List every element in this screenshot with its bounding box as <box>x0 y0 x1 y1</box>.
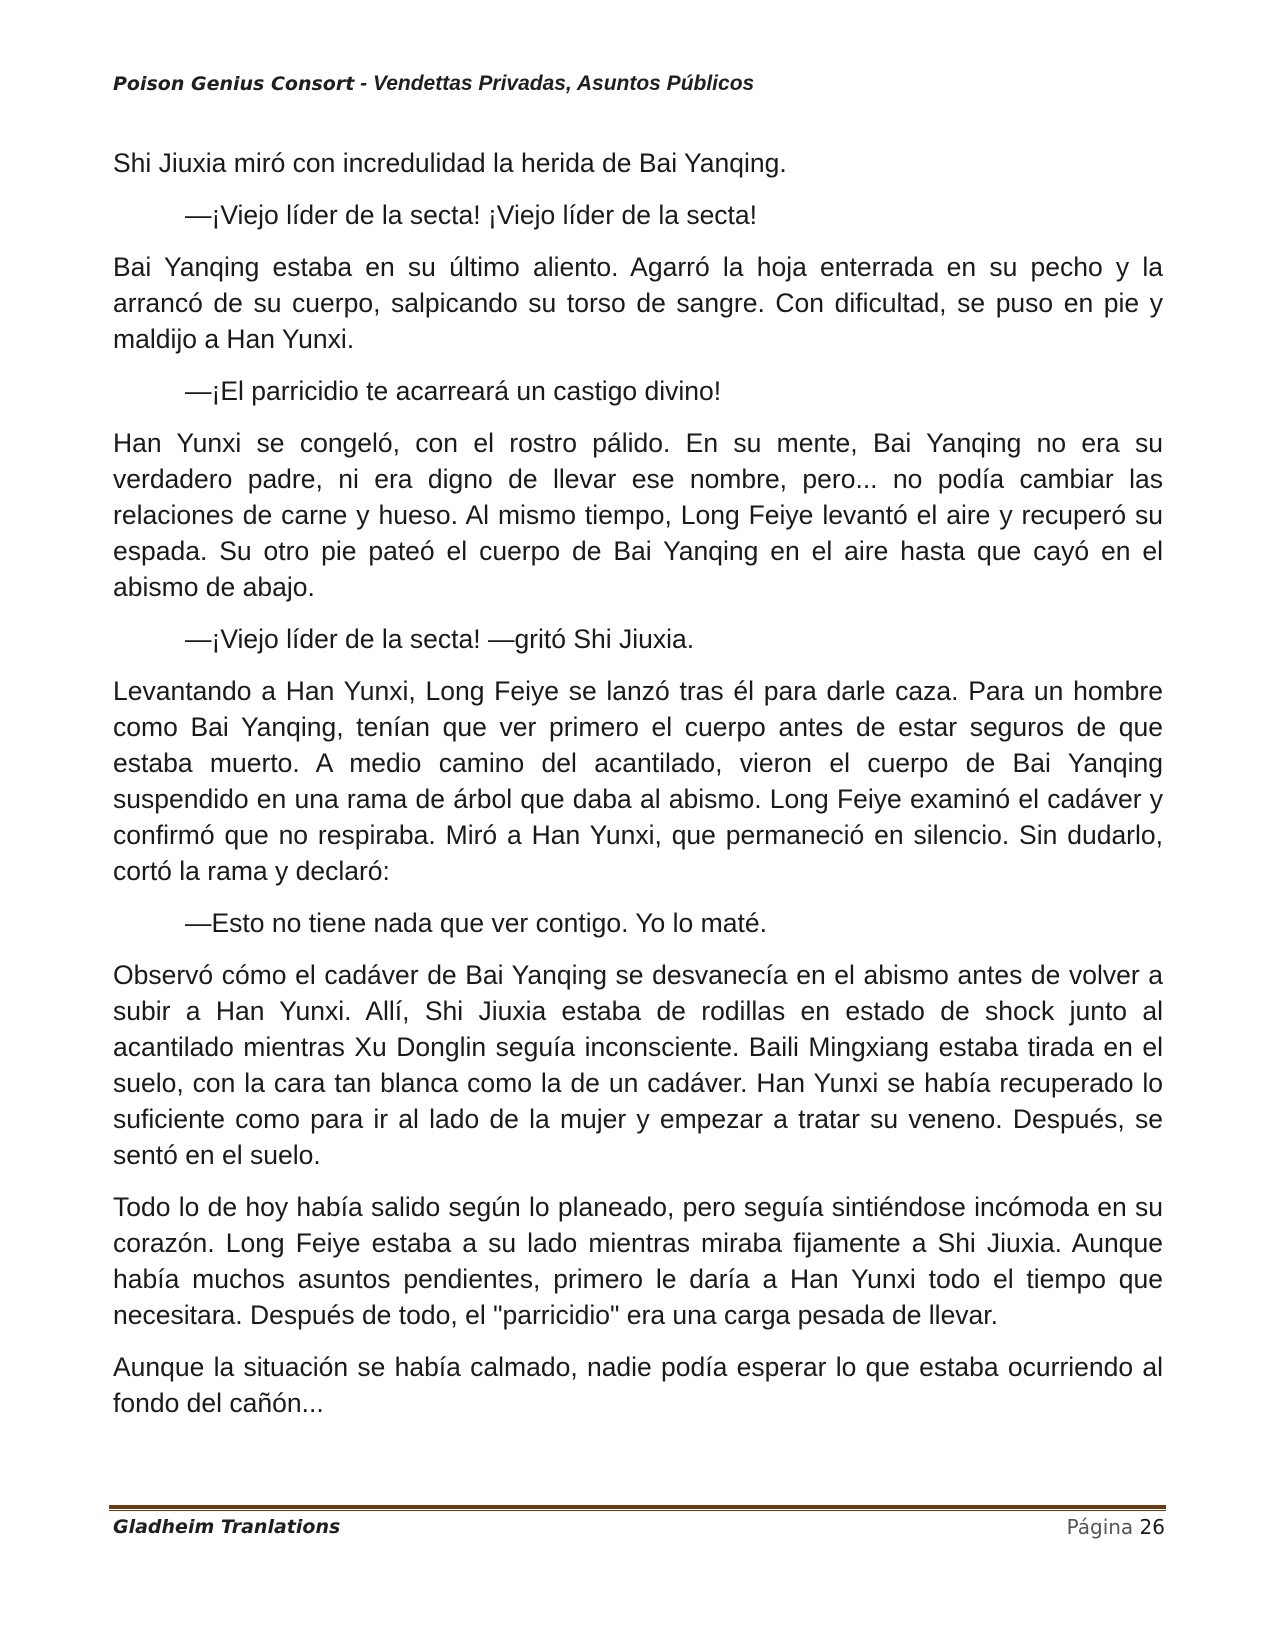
book-title: Poison Genius Consort <box>113 73 355 95</box>
footer-divider <box>109 1505 1166 1511</box>
paragraph: —¡Viejo líder de la secta! ¡Viejo líder de la secta! <box>185 200 758 230</box>
footer-divider-thin <box>109 1510 1166 1511</box>
paragraph: Shi Jiuxia miró con incredulidad la herida de Bai Yanqing. <box>113 148 787 178</box>
page-number: 26 <box>1139 1515 1165 1539</box>
page-label: Página <box>1066 1515 1134 1539</box>
running-header <box>113 72 754 96</box>
body-text <box>113 145 1163 1437</box>
translator-credit: Gladheim Tranlations <box>113 1516 341 1538</box>
paragraph: Observó cómo el cadáver de Bai Yanqing se desvanecía en el abismo antes de volver a subir a Han Yunxi. Allí, Shi Jiuxia estaba de rodillas en estado de shock junto al acantilado mientras Xu Donglin seguía inconsciente. Baili Mingxiang estaba tirada en el suelo, con la cara tan blanca como la de un cadáver. Han Yunxi se había recuperado lo suficiente como para ir al lado de la mujer y empezar a tratar su veneno. Después, se sentó en el suelo. <box>113 960 1163 1170</box>
paragraph: Bai Yanqing estaba en su último aliento. Agarró la hoja enterrada en su pecho y la arrancó de su cuerpo, salpicando su torso de sangre. Con dificultad, se puso en pie y maldijo a Han Yunxi. <box>113 252 1163 354</box>
paragraph: Todo lo de hoy había salido según lo planeado, pero seguía sintiéndose incómoda en su corazón. Long Feiye estaba a su lado mientras miraba fijamente a Shi Jiuxia. Aunque había muchos asuntos pendientes, primero le daría a Han Yunxi todo el tiempo que necesitara. Después de todo, el "parricidio" era una carga pesada de llevar. <box>113 1192 1163 1330</box>
paragraph: Aunque la situación se había calmado, nadie podía esperar lo que estaba ocurriendo al fondo del cañón... <box>113 1352 1163 1418</box>
paragraph: Levantando a Han Yunxi, Long Feiye se lanzó tras él para darle caza. Para un hombre como Bai Yanqing, tenían que ver primero el cuerpo antes de estar seguros de que estaba muerto. A medio camino del acantilado, vieron el cuerpo de Bai Yanqing suspendido en una rama de árbol que daba al abismo. Long Feiye examinó el cadáver y confirmó que no respiraba. Miró a Han Yunxi, que permaneció en silencio. Sin dudarlo, cortó la rama y declaró: <box>113 676 1163 886</box>
page-indicator <box>1067 1515 1165 1539</box>
paragraph: —¡Viejo líder de la secta! —gritó Shi Jiuxia. <box>185 624 695 654</box>
header-separator: - <box>354 72 373 95</box>
chapter-title: Vendettas Privadas, Asuntos Públicos <box>372 72 755 95</box>
paragraph: Han Yunxi se congeló, con el rostro pálido. En su mente, Bai Yanqing no era su verdadero padre, ni era digno de llevar ese nombre, pero... no podía cambiar las relaciones de carne y hueso. Al mismo tiempo, Long Feiye levantó el aire y recuperó su espada. Su otro pie pateó el cuerpo de Bai Yanqing en el aire hasta que cayó en el abismo de abajo. <box>113 428 1163 602</box>
paragraph: —¡El parricidio te acarreará un castigo divino! <box>185 376 722 406</box>
paragraph: —Esto no tiene nada que ver contigo. Yo lo maté. <box>185 908 767 938</box>
footer-divider-thick <box>109 1505 1166 1509</box>
